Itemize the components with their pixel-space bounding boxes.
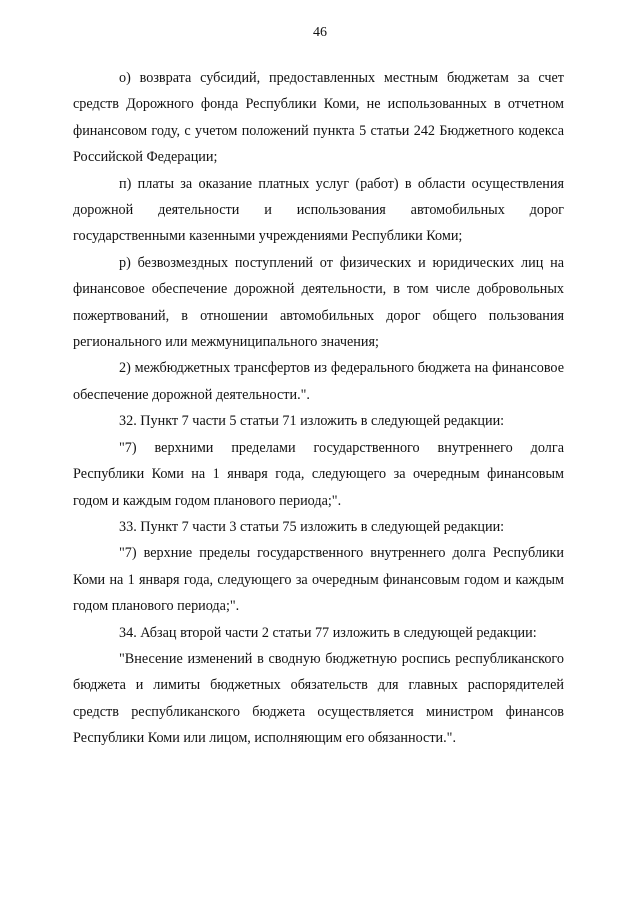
page-number: 46 <box>313 25 327 40</box>
paragraph-item-2: 2) межбюджетных трансфертов из федерального бюджета на финансовое обеспечение дорожной деятельности.". <box>73 360 564 403</box>
paragraph-amendment-33-text: "7) верхние пределы государственного внутреннего долга Республики Коми на 1 января года, следующего за очередным финансовым годом и каждым годом планового периода;". <box>73 545 564 615</box>
paragraph-amendment-32-text: "7) верхними пределами государственного внутреннего долга Республики Коми на 1 января года, следующего за очередным финансовым годом и каждым годом планового периода;". <box>73 439 564 509</box>
document-body <box>73 65 564 752</box>
paragraph-amendment-33: 33. Пункт 7 части 3 статьи 75 изложить в следующей редакции: <box>119 518 505 535</box>
paragraph-amendment-34-text: "Внесение изменений в сводную бюджетную роспись республиканского бюджета и лимиты бюджетных обязательств для главных распорядителей средств республиканского бюджета осуществляется министром финансов Республики Коми или лицом, исполняющим его обязанности.". <box>73 650 564 747</box>
paragraph-subitem-p: п) платы за оказание платных услуг (работ) в области осуществления дорожной деятельности и использования автомобильных дорог государственными казенными учреждениями Республики Коми; <box>73 175 564 245</box>
paragraph-subitem-o: о) возврата субсидий, предоставленных местным бюджетам за счет средств Дорожного фонда Республики Коми, не использованных в отчетном финансовом году, с учетом положений пункта 5 статьи 242 Бюджетного кодекса Российской Федерации; <box>73 70 564 166</box>
paragraph-subitem-r: р) безвозмездных поступлений от физических и юридических лиц на финансовое обеспечение дорожной деятельности, в том числе добровольных пожертвований, в отношении автомобильных дорог общего пользования регионального или межмуниципального значения; <box>73 254 564 351</box>
paragraph-amendment-32: 32. Пункт 7 части 5 статьи 71 изложить в следующей редакции: <box>119 413 505 430</box>
paragraph-amendment-34: 34. Абзац второй части 2 статьи 77 изложить в следующей редакции: <box>119 624 537 641</box>
